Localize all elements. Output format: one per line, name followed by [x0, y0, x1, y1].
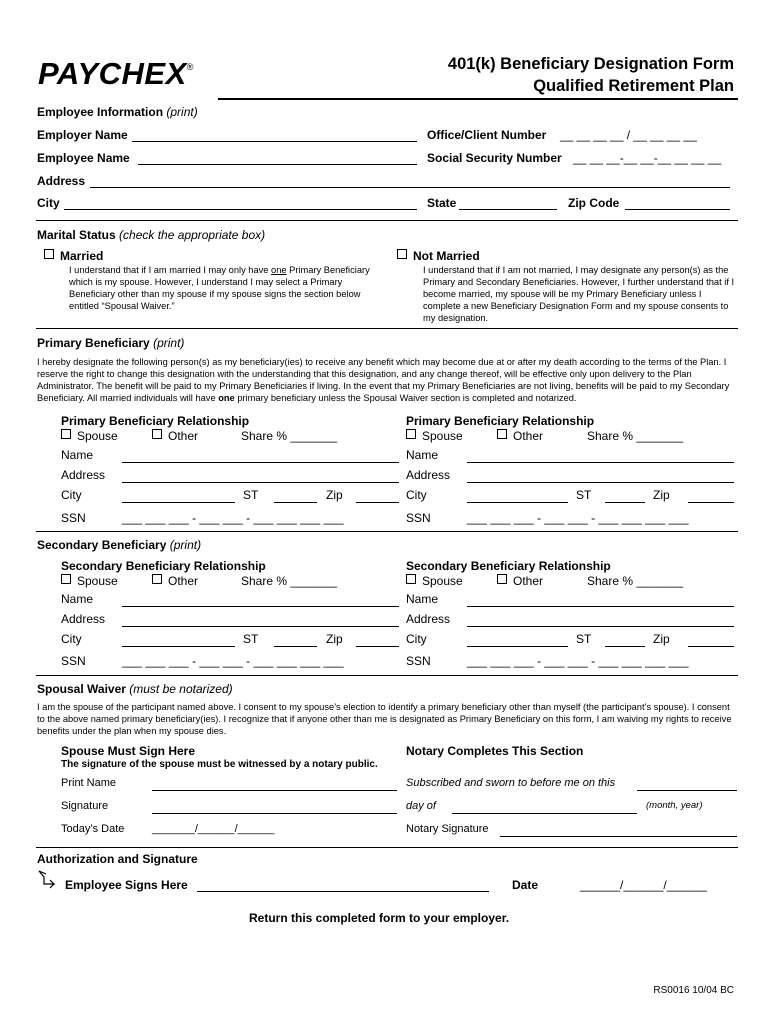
authorization-date-label: Date — [512, 878, 539, 892]
secondary-left-st-field[interactable] — [274, 646, 317, 647]
employer-name-label: Employer Name — [37, 128, 128, 142]
authorization-date-field[interactable]: ______/______/______ — [580, 878, 707, 892]
secondary-right-zip-field[interactable] — [688, 646, 734, 647]
header-rule — [218, 98, 738, 100]
divider — [36, 675, 738, 676]
primary-left-share[interactable]: Share % _______ — [241, 429, 338, 443]
employee-name-field[interactable] — [138, 164, 417, 165]
secondary-left-other[interactable]: Other — [152, 574, 198, 588]
logo-text: PAYCHEX — [38, 56, 187, 91]
notary-signature-label: Notary Signature — [406, 823, 489, 835]
primary-relationship-right: Primary Beneficiary Relationship — [406, 414, 595, 428]
zip-field[interactable] — [625, 209, 730, 210]
company-logo — [38, 56, 193, 92]
not-married-checkbox[interactable] — [397, 249, 407, 259]
secondary-left-share[interactable]: Share % _______ — [241, 574, 338, 588]
zip-label: Zip Code — [568, 196, 620, 210]
form-code: RS0016 10/04 BC — [653, 985, 734, 996]
primary-right-city-label: City — [406, 488, 427, 502]
primary-left-name-field[interactable] — [122, 462, 399, 463]
notary-heading: Notary Completes This Section — [406, 744, 584, 758]
ssn-label: Social Security Number — [427, 151, 562, 165]
secondary-right-spouse[interactable]: Spouse — [406, 574, 463, 588]
primary-heading: Primary Beneficiary (print) — [37, 336, 185, 350]
form-subtitle: Qualified Retirement Plan — [533, 77, 734, 95]
secondary-right-address-label: Address — [406, 612, 451, 626]
secondary-left-spouse[interactable]: Spouse — [61, 574, 118, 588]
primary-right-city-field[interactable] — [467, 502, 568, 503]
primary-relationship-left: Primary Beneficiary Relationship — [61, 414, 250, 428]
pen-pointer-icon — [36, 869, 58, 889]
employee-info-heading: Employee Information (print) — [37, 105, 198, 119]
primary-left-city-label: City — [61, 488, 82, 502]
primary-left-ssn-label: SSN — [61, 511, 86, 525]
primary-left-st-field[interactable] — [274, 502, 317, 503]
address-label: Address — [37, 174, 86, 188]
registered-mark: ® — [186, 62, 194, 72]
secondary-left-name-label: Name — [61, 592, 94, 606]
secondary-right-name-field[interactable] — [467, 606, 734, 607]
primary-right-address-field[interactable] — [467, 482, 734, 483]
secondary-right-st-field[interactable] — [605, 646, 645, 647]
primary-left-spouse[interactable]: Spouse — [61, 429, 118, 443]
subscribed-label: Subscribed and sworn to before me on this — [406, 777, 616, 789]
primary-left-address-label: Address — [61, 468, 106, 482]
secondary-left-st-label: ST — [243, 632, 259, 646]
secondary-relationship-left: Secondary Beneficiary Relationship — [61, 559, 266, 573]
not-married-option[interactable]: Not Married — [397, 249, 480, 263]
secondary-right-name-label: Name — [406, 592, 439, 606]
employee-signature-field[interactable] — [197, 891, 489, 892]
primary-text: I hereby designate the following person(s) as my beneficiary(ies) to receive any benefit which may become due at or after my death according to the terms of the Plan. I reserve the right to change this designation with the understanding that this designation, and any change thereof, will be effective only upon delivery to the Plan Administrator. The benefit will be paid to my Primary Beneficiaries if living. In the event that my Primary Beneficiaries are not living, benefits will be paid to my Secondary Beneficiary. All married individuals will have one primary beneficiary unless the Spousal Waiver section is completed and notarized. — [37, 357, 730, 403]
print-name-label: Print Name — [61, 777, 117, 789]
spouse-sign-heading: Spouse Must Sign Here — [61, 744, 196, 758]
employee-name-label: Employee Name — [37, 151, 130, 165]
divider — [36, 847, 738, 848]
secondary-left-city-field[interactable] — [122, 646, 235, 647]
return-instruction: Return this completed form to your employer. — [249, 911, 510, 925]
secondary-left-address-label: Address — [61, 612, 106, 626]
secondary-left-ssn-label: SSN — [61, 654, 86, 668]
primary-right-spouse[interactable]: Spouse — [406, 429, 463, 443]
marital-heading: Marital Status (check the appropriate box) — [37, 228, 266, 242]
spouse-sign-note: The signature of the spouse must be witnessed by a notary public. — [61, 759, 378, 770]
secondary-right-st-label: ST — [576, 632, 592, 646]
address-field[interactable] — [90, 187, 730, 188]
secondary-right-zip-label: Zip — [653, 632, 670, 646]
primary-left-ssn-field[interactable]: ___ ___ ___ - ___ ___ - ___ ___ ___ ___ — [122, 511, 344, 525]
secondary-right-city-label: City — [406, 632, 427, 646]
subscribed-day-field[interactable] — [637, 790, 737, 791]
primary-left-address-field[interactable] — [122, 482, 399, 483]
divider — [36, 531, 738, 532]
primary-left-name-label: Name — [61, 448, 94, 462]
city-label: City — [37, 196, 60, 210]
primary-right-zip-label: Zip — [653, 488, 670, 502]
signature-label: Signature — [61, 800, 109, 812]
primary-right-ssn-field[interactable]: ___ ___ ___ - ___ ___ - ___ ___ ___ ___ — [467, 511, 689, 525]
state-field[interactable] — [459, 209, 557, 210]
secondary-left-ssn-field[interactable]: ___ ___ ___ - ___ ___ - ___ ___ ___ ___ — [122, 654, 344, 668]
city-field[interactable] — [64, 209, 417, 210]
primary-right-name-label: Name — [406, 448, 439, 462]
waiver-heading: Spousal Waiver (must be notarized) — [37, 682, 233, 696]
primary-right-zip-field[interactable] — [688, 502, 734, 503]
primary-left-st-label: ST — [243, 488, 259, 502]
primary-left-other[interactable]: Other — [152, 429, 198, 443]
primary-left-zip-label: Zip — [326, 488, 343, 502]
secondary-heading: Secondary Beneficiary (print) — [37, 538, 202, 552]
secondary-right-ssn-field[interactable]: ___ ___ ___ - ___ ___ - ___ ___ ___ ___ — [467, 654, 689, 668]
secondary-left-zip-label: Zip — [326, 632, 343, 646]
day-of-field[interactable] — [452, 813, 637, 814]
secondary-right-city-field[interactable] — [467, 646, 568, 647]
primary-right-share[interactable]: Share % _______ — [587, 429, 684, 443]
married-checkbox[interactable] — [44, 249, 54, 259]
primary-right-st-label: ST — [576, 488, 592, 502]
secondary-left-name-field[interactable] — [122, 606, 399, 607]
primary-right-address-label: Address — [406, 468, 451, 482]
primary-right-ssn-label: SSN — [406, 511, 431, 525]
secondary-right-ssn-label: SSN — [406, 654, 431, 668]
primary-right-other[interactable]: Other — [497, 429, 543, 443]
divider — [36, 220, 738, 221]
month-year-note: (month, year) — [646, 800, 703, 811]
secondary-relationship-right: Secondary Beneficiary Relationship — [406, 559, 611, 573]
spouse-signature-field[interactable] — [152, 813, 397, 814]
todays-date-label: Today’s Date — [61, 823, 125, 835]
not-married-text: I understand that if I am not married, I may designate any person(s) as the Primary and Secondary Beneficiaries. However, I further understand that if I become married, my spouse will be my Primary Beneficiary unless I complete a new Beneficiary Designation Form and my spouse consents to my designation. — [423, 265, 735, 323]
married-text: I understand that if I am married I may only have one Primary Beneficiary which is my spouse. However, I understand I may select a Primary Beneficiary other than my spouse if my spouse signs the section below entitled “Spousal Waiver.” — [69, 265, 370, 311]
secondary-left-city-label: City — [61, 632, 82, 646]
office-client-field[interactable]: __ __ __ __ / __ __ __ __ — [560, 128, 697, 142]
state-label: State — [427, 196, 457, 210]
married-option[interactable]: Married — [44, 249, 103, 263]
primary-right-st-field[interactable] — [605, 502, 645, 503]
secondary-right-address-field[interactable] — [467, 626, 734, 627]
secondary-left-address-field[interactable] — [122, 626, 399, 627]
form-title: 401(k) Beneficiary Designation Form — [447, 55, 734, 73]
notary-signature-field[interactable] — [500, 836, 737, 837]
office-client-label: Office/Client Number — [427, 128, 547, 142]
secondary-right-other[interactable]: Other — [497, 574, 543, 588]
todays-date-field[interactable]: _______/______/______ — [152, 823, 275, 835]
day-of-label: day of — [406, 800, 436, 812]
secondary-right-share[interactable]: Share % _______ — [587, 574, 684, 588]
ssn-field[interactable]: __ __ __-__ __-__ __ __ __ — [573, 151, 722, 165]
divider — [36, 328, 738, 329]
secondary-left-zip-field[interactable] — [356, 646, 399, 647]
primary-left-city-field[interactable] — [122, 502, 235, 503]
waiver-text: I am the spouse of the participant named above. I consent to my spouse’s election to identify a primary beneficiary other than myself (the participant’s spouse). I consent to the above named primary beneficiary(ies). I recognize that if anyone other than me is designated as Primary Beneficiary on this form, I am waiving my rights to receive benefits under the plan when my spouse dies. — [37, 702, 732, 736]
employer-name-field[interactable] — [132, 141, 417, 142]
authorization-heading: Authorization and Signature — [37, 852, 198, 866]
primary-left-zip-field[interactable] — [356, 502, 399, 503]
primary-right-name-field[interactable] — [467, 462, 734, 463]
employee-signs-label: Employee Signs Here — [65, 878, 188, 892]
print-name-field[interactable] — [152, 790, 397, 791]
